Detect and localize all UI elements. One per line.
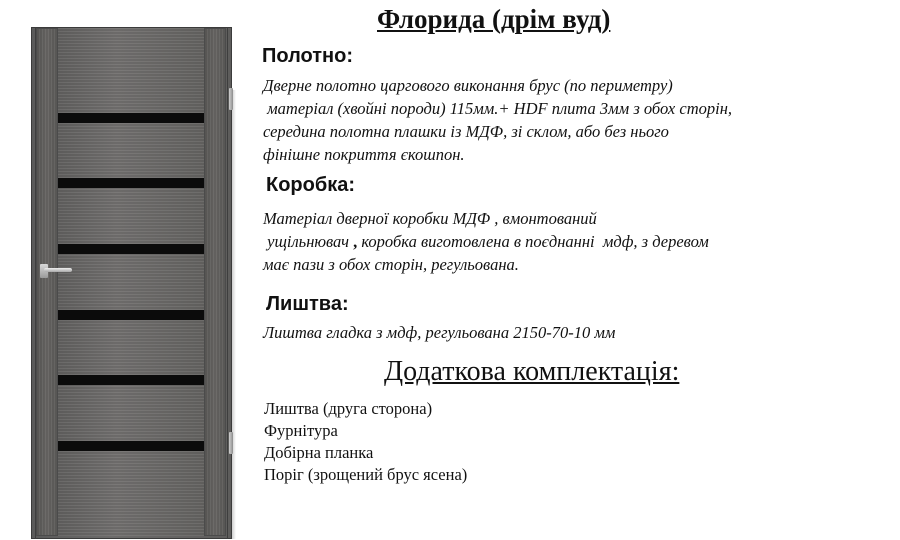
door-leaf <box>36 28 226 536</box>
glass-strip <box>58 178 204 188</box>
frame-line <box>227 27 228 539</box>
glass-strip <box>58 244 204 254</box>
list-item: Добірна планка <box>264 443 374 462</box>
list-item: Лиштва (друга сторона) <box>264 399 433 418</box>
door-rail <box>58 28 204 113</box>
door-shadow <box>232 90 236 539</box>
door-rail <box>58 385 204 441</box>
door-stile-right <box>204 28 226 536</box>
section-text-korobka <box>263 207 709 276</box>
section-text-polotno <box>263 74 732 166</box>
section-heading-lyshtva: Лиштва: <box>266 293 349 315</box>
section-text-lyshtva <box>263 321 615 344</box>
glass-strip <box>58 113 204 123</box>
text-line: має пази з обох сторін, регульована. <box>263 255 519 274</box>
door-rail <box>58 254 204 310</box>
door-handle-lever <box>44 268 72 272</box>
text-line: Лиштва гладка з мдф, регульована 2150-70-10 мм <box>263 323 616 342</box>
door-stile-left <box>36 28 58 536</box>
door-rail <box>58 320 204 375</box>
text-line: фінішне покриття єкошпон. <box>263 145 465 164</box>
hinge-icon <box>229 88 233 110</box>
list-item: Поріг (зрощений брус ясена) <box>264 465 468 484</box>
text-fragment: ущільнювач <box>263 232 354 251</box>
text-line: Дверне полотно царгового виконання брус (по периметру) <box>263 76 673 95</box>
glass-strip <box>58 441 204 451</box>
door-rail <box>58 451 204 536</box>
glass-strip <box>58 310 204 320</box>
list-item: Фурнітура <box>264 421 338 440</box>
door-rail <box>58 188 204 244</box>
extras-list <box>264 398 467 486</box>
text-line: середина полотна плашки із МДФ, зі склом, або без нього <box>263 122 669 141</box>
text-fragment: коробка виготовлена в поєднанні мдф, з деревом <box>357 232 709 251</box>
text-line <box>263 230 709 253</box>
text-fragment: , <box>353 232 358 251</box>
section-heading-korobka: Коробка: <box>266 174 356 196</box>
page-title: Флорида (дрім вуд) <box>377 4 611 34</box>
section-heading-polotno: Полотно: <box>262 45 354 67</box>
door-rail <box>58 123 204 178</box>
hinge-icon <box>229 432 233 454</box>
text-line: матеріал (хвойні породи) 115мм.+ HDF плита 3мм з обох сторін, <box>263 99 733 118</box>
extras-heading: Додаткова комплектація: <box>384 356 680 387</box>
text-line: Матеріал дверної коробки МДФ , вмонтований <box>263 209 597 228</box>
glass-strip <box>58 375 204 385</box>
